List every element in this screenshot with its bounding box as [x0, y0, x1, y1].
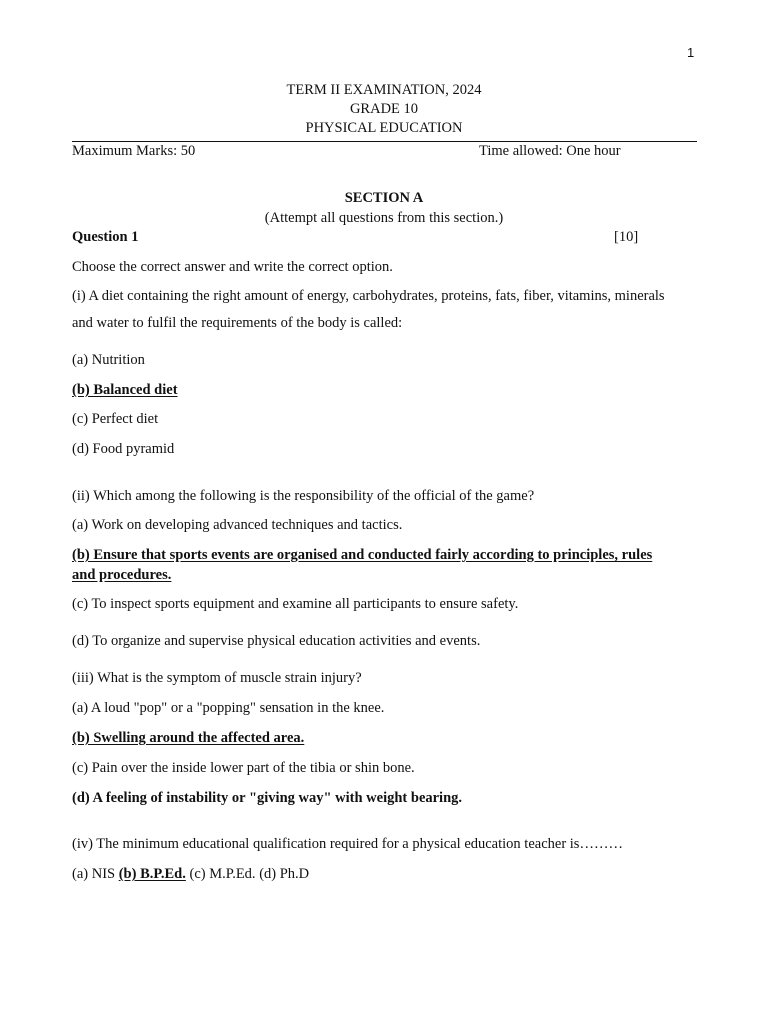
- page-number: 1: [687, 45, 695, 60]
- q3-option-a: (a) A loud "pop" or a "popping" sensation in the knee.: [72, 700, 385, 716]
- exam-title: TERM II EXAMINATION, 2024: [286, 82, 482, 98]
- header-divider: [72, 141, 697, 142]
- question-marks: [10]: [614, 229, 639, 245]
- q3-option-b-answer: (b) Swelling around the affected area.: [72, 730, 305, 746]
- q1-option-d: (d) Food pyramid: [72, 441, 175, 457]
- q1-option-c: (c) Perfect diet: [72, 411, 159, 427]
- q3-stem: (iii) What is the symptom of muscle strain injury?: [72, 670, 362, 686]
- q2-option-a: (a) Work on developing advanced techniques and tactics.: [72, 517, 403, 533]
- question-direction: Choose the correct answer and write the correct option.: [72, 259, 393, 275]
- grade-title: GRADE 10: [349, 101, 419, 117]
- q1-stem-line1: (i) A diet containing the right amount of energy, carbohydrates, proteins, fats, fiber, vitamins, minerals: [72, 288, 665, 304]
- q2-option-b-answer-line2: and procedures.: [72, 567, 172, 583]
- q4-stem: (iv) The minimum educational qualification required for a physical education teacher is………: [72, 836, 623, 852]
- q2-stem: (ii) Which among the following is the responsibility of the official of the game?: [72, 488, 535, 504]
- subject-title: PHYSICAL EDUCATION: [305, 120, 463, 136]
- q4-option-d: (d) Ph.D: [259, 866, 310, 882]
- q1-option-b-answer: (b) Balanced diet: [72, 382, 178, 398]
- q3-option-d: (d) A feeling of instability or "giving way" with weight bearing.: [72, 790, 463, 806]
- q2-option-c: (c) To inspect sports equipment and examine all participants to ensure safety.: [72, 596, 519, 612]
- section-title: SECTION A: [344, 190, 424, 206]
- q2-option-d: (d) To organize and supervise physical education activities and events.: [72, 633, 481, 649]
- time-allowed: Time allowed: One hour: [479, 143, 621, 159]
- q1-stem-line2: and water to fulfil the requirements of the body is called:: [72, 315, 403, 331]
- q1-option-a: (a) Nutrition: [72, 352, 145, 368]
- q4-option-c: (c) M.P.Ed.: [189, 866, 256, 882]
- q3-option-c: (c) Pain over the inside lower part of the tibia or shin bone.: [72, 760, 415, 776]
- q2-option-b-answer-line1: (b) Ensure that sports events are organised and conducted fairly according to principles, rules: [72, 547, 653, 563]
- section-instruction: (Attempt all questions from this section.): [264, 210, 504, 226]
- q4-option-a: (a) NIS: [72, 866, 116, 882]
- q4-options-line: [72, 866, 309, 883]
- q4-option-b-answer: (b) B.P.Ed.: [118, 866, 186, 882]
- max-marks: Maximum Marks: 50: [72, 143, 196, 159]
- question-label: Question 1: [72, 229, 139, 245]
